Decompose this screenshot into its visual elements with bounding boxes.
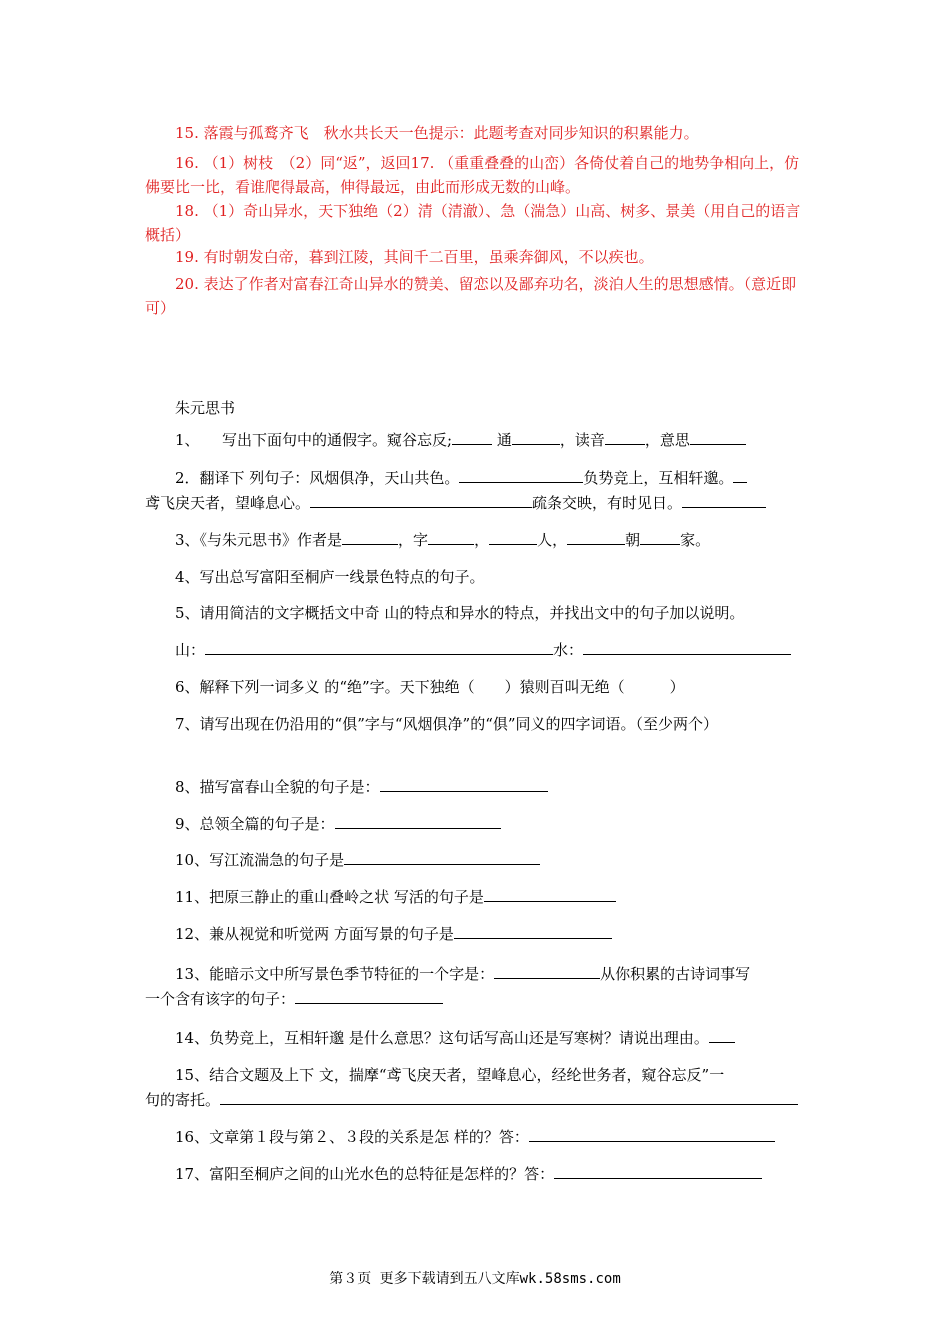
answer-16: 16. （1）树枝 （2）同“返”，返回17. （重重叠叠的山峦）各倚仗着自己的地势争相向上，仿佛要比一比，看谁爬得最高，伸得最远，由此而形成无数的山峰。 [145,154,800,196]
page-footer: 第３页 更多下载请到五八文库wk.58sms.com [329,1271,621,1287]
section-title: 朱元思书 [175,399,236,417]
q5-blank-shui[interactable] [583,638,791,655]
q13-blank-2[interactable] [295,987,443,1004]
q3-blank-2[interactable] [428,528,474,545]
question-1 [175,428,805,452]
q2-blank-4[interactable] [682,491,766,508]
q14-blank[interactable] [709,1026,735,1043]
q9-blank[interactable] [335,812,501,829]
q3-blank-5[interactable] [640,528,680,545]
question-15-line-2 [145,1088,805,1112]
question-4: 4、写出总写富阳至桐庐一线景色特点的句子。 [175,568,485,586]
question-7: 7、请写出现在仍沿用的“俱”字与“风烟俱净”的“俱”同义的四字词语。（至少两个） [175,715,719,733]
q3-blank-1[interactable] [342,528,398,545]
question-13-line-2: 一个含有该字的句子： [145,987,805,1011]
q1-text-d: ，意思 [644,431,690,449]
question-14 [175,1026,805,1050]
q3-text-c: ， [474,531,490,549]
answer-15: 15. 落霞与孤鹜齐飞 秋水共长天一色提示：此题考查对同步知识的积累能力。 [175,124,699,142]
q1-blank-1[interactable] [452,428,492,445]
q1-text-b: 通 [496,431,512,449]
q2-text-c: 鸢飞戾天者，望峰息心。 [145,494,311,512]
question-5-fill [175,638,805,662]
q2-text-d: 疏条交映，有时见日。 [532,494,683,512]
q1-blank-4[interactable] [690,428,746,445]
q3-text-f: 家。 [680,531,711,549]
q3-text-e: 朝 [625,531,641,549]
question-2-line-2 [145,491,805,515]
q12-text: 12、兼从视觉和听觉两 方面写景的句子是 [175,925,454,943]
q3-blank-3[interactable] [489,528,537,545]
q17-text: 17、富阳至桐庐之间的山光水色的总特征是怎样的？答： [175,1165,555,1183]
question-5: 5、请用简洁的文字概括文中奇 山的特点和异水的特点，并找出文中的句子加以说明。 [175,604,745,622]
q11-blank[interactable] [484,885,616,902]
q2-blank-3[interactable] [310,491,532,508]
question-9 [175,812,805,836]
q1-blank-3[interactable] [605,428,645,445]
q3-text-b: ，字 [398,531,429,549]
q9-text: 9、总领全篇的句子是： [175,815,335,833]
q13-blank-1[interactable] [494,962,600,979]
q10-blank[interactable] [344,848,540,865]
q11-text: 11、把原三静止的重山叠岭之状 写活的句子是 [175,888,484,906]
q2-blank-2[interactable] [733,466,747,483]
q3-text-a: 3、《与朱元思书》作者是 [175,531,343,549]
q8-text: 8、描写富春山全貌的句子是： [175,778,380,796]
q5-blank-shan[interactable] [205,638,553,655]
answer-19: 19. 有时朝发白帝，暮到江陵，其间千二百里，虽乘奔御风，不以疾也。 [175,248,654,266]
question-11 [175,885,805,909]
answer-20: 20. 表达了作者对富春江奇山异水的赞美、留恋以及鄙弃功名，淡泊人生的思想感情。（意近即可） [145,275,797,317]
q1-text: 1、 写出下面句中的通假字。窥谷忘反; [175,431,453,449]
question-2-line-1 [175,466,805,490]
question-8 [175,775,805,799]
q5-shui-label: 水： [553,641,584,659]
question-17 [175,1162,805,1186]
question-16 [175,1125,805,1149]
q2-blank-1[interactable] [459,466,583,483]
q14-text: 14、负势竞上，互相轩邈 是什么意思？这句话写高山还是写寒树？请说出理由。 [175,1029,709,1047]
q1-text-c: ，读音 [559,431,605,449]
question-10 [175,848,805,872]
question-6: 6、解释下列一词多义 的“绝”字。天下独绝（ ）猿则百叫无绝（ ） [175,678,685,696]
question-13-line-1: 13、能暗示文中所写景色季节特征的一个字是： 从你积累的古诗词事写 [175,962,805,986]
q2-text-a: 2．翻译下 列句子：风烟俱净，天山共色。 [175,469,460,487]
q3-blank-4[interactable] [567,528,625,545]
q16-text: 16、文章第１段与第２、３段的关系是怎 样的？答： [175,1128,529,1146]
question-15-line-1: 15、结合文题及上下 文，揣摩“鸢飞戾天者，望峰息心，经纶世务者，窥谷忘反”一 [175,1066,725,1084]
question-3 [175,528,805,552]
q8-blank[interactable] [380,775,548,792]
q13-text-a: 13、能暗示文中所写景色季节特征的一个字是： [175,965,495,983]
q2-text-b: 负势竞上，互相轩邈。 [583,469,734,487]
q12-blank[interactable] [454,922,612,939]
q1-blank-2[interactable] [512,428,560,445]
q5-shan-label: 山： [175,641,206,659]
q10-text: 10、写江流湍急的句子是 [175,851,345,869]
answer-18: 18. （1）奇山异水，天下独绝（2）清（清澈）、急（湍急）山高、树多、景美（用自己的语言概括） [145,202,801,244]
q3-text-d: 人， [537,531,568,549]
q16-blank[interactable] [529,1125,775,1142]
q17-blank[interactable] [554,1162,762,1179]
q15-blank[interactable] [220,1088,798,1105]
q15-text-b: 句的寄托。 [145,1091,221,1109]
question-12 [175,922,805,946]
